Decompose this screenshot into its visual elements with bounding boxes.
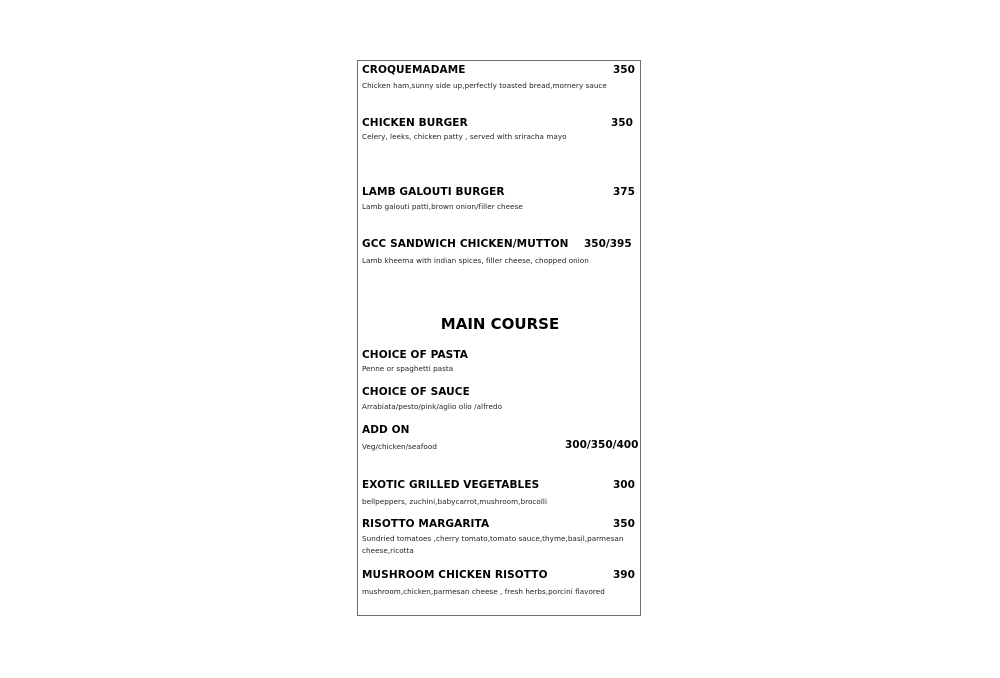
- menu-item-name: CHICKEN BURGER: [362, 117, 468, 129]
- menu-item-description: Lamb kheema with indian spices, filler cheese, chopped onion: [362, 256, 589, 265]
- menu-item-description: mushroom,chicken,parmesan cheese , fresh herbs,porcini flavored: [362, 587, 605, 596]
- section-heading: MAIN COURSE: [440, 315, 560, 333]
- menu-item-name: ADD ON: [362, 424, 410, 436]
- menu-item-description: Sundried tomatoes ,cherry tomato,tomato sauce,thyme,basil,parmesan cheese,ricotta: [362, 534, 624, 555]
- menu-item-price: 300/350/400: [565, 439, 639, 451]
- menu-item-description: bellpeppers, zuchini,babycarrot,mushroom,brocolli: [362, 497, 547, 506]
- menu-item-description: Arrabiata/pesto/pink/aglio olio /alfredo: [362, 402, 503, 411]
- menu-item-name: LAMB GALOUTI BURGER: [362, 186, 505, 198]
- menu-item-description: Lamb galouti patti,brown onion/filler cheese: [362, 202, 523, 211]
- menu-card: [357, 60, 641, 616]
- menu-item-price: 300: [613, 479, 635, 491]
- menu-item-price: 350: [613, 518, 635, 530]
- menu-item-price: 390: [613, 569, 635, 581]
- menu-item-name: CROQUEMADAME: [362, 64, 466, 76]
- menu-item-description: Veg/chicken/seafood: [362, 442, 437, 451]
- menu-item-price: 350: [611, 117, 633, 129]
- menu-item-name: EXOTIC GRILLED VEGETABLES: [362, 479, 540, 491]
- menu-item-price: 350: [613, 64, 635, 76]
- menu-item-price: 350/395: [584, 238, 632, 250]
- menu-item-price: 375: [613, 186, 635, 198]
- menu-item-description: Penne or spaghetti pasta: [362, 364, 454, 373]
- menu-item-name: RISOTTO MARGARITA: [362, 518, 490, 530]
- menu-item-name: MUSHROOM CHICKEN RISOTTO: [362, 569, 548, 581]
- menu-item-name: GCC SANDWICH CHICKEN/MUTTON: [362, 238, 569, 250]
- menu-item-name: CHOICE OF PASTA: [362, 349, 469, 361]
- menu-item-description: Chicken ham,sunny side up,perfectly toasted bread,mornery sauce: [362, 81, 607, 90]
- menu-item-description: Celery, leeks, chicken patty , served with sriracha mayo: [362, 132, 567, 141]
- menu-item-name: CHOICE OF SAUCE: [362, 386, 470, 398]
